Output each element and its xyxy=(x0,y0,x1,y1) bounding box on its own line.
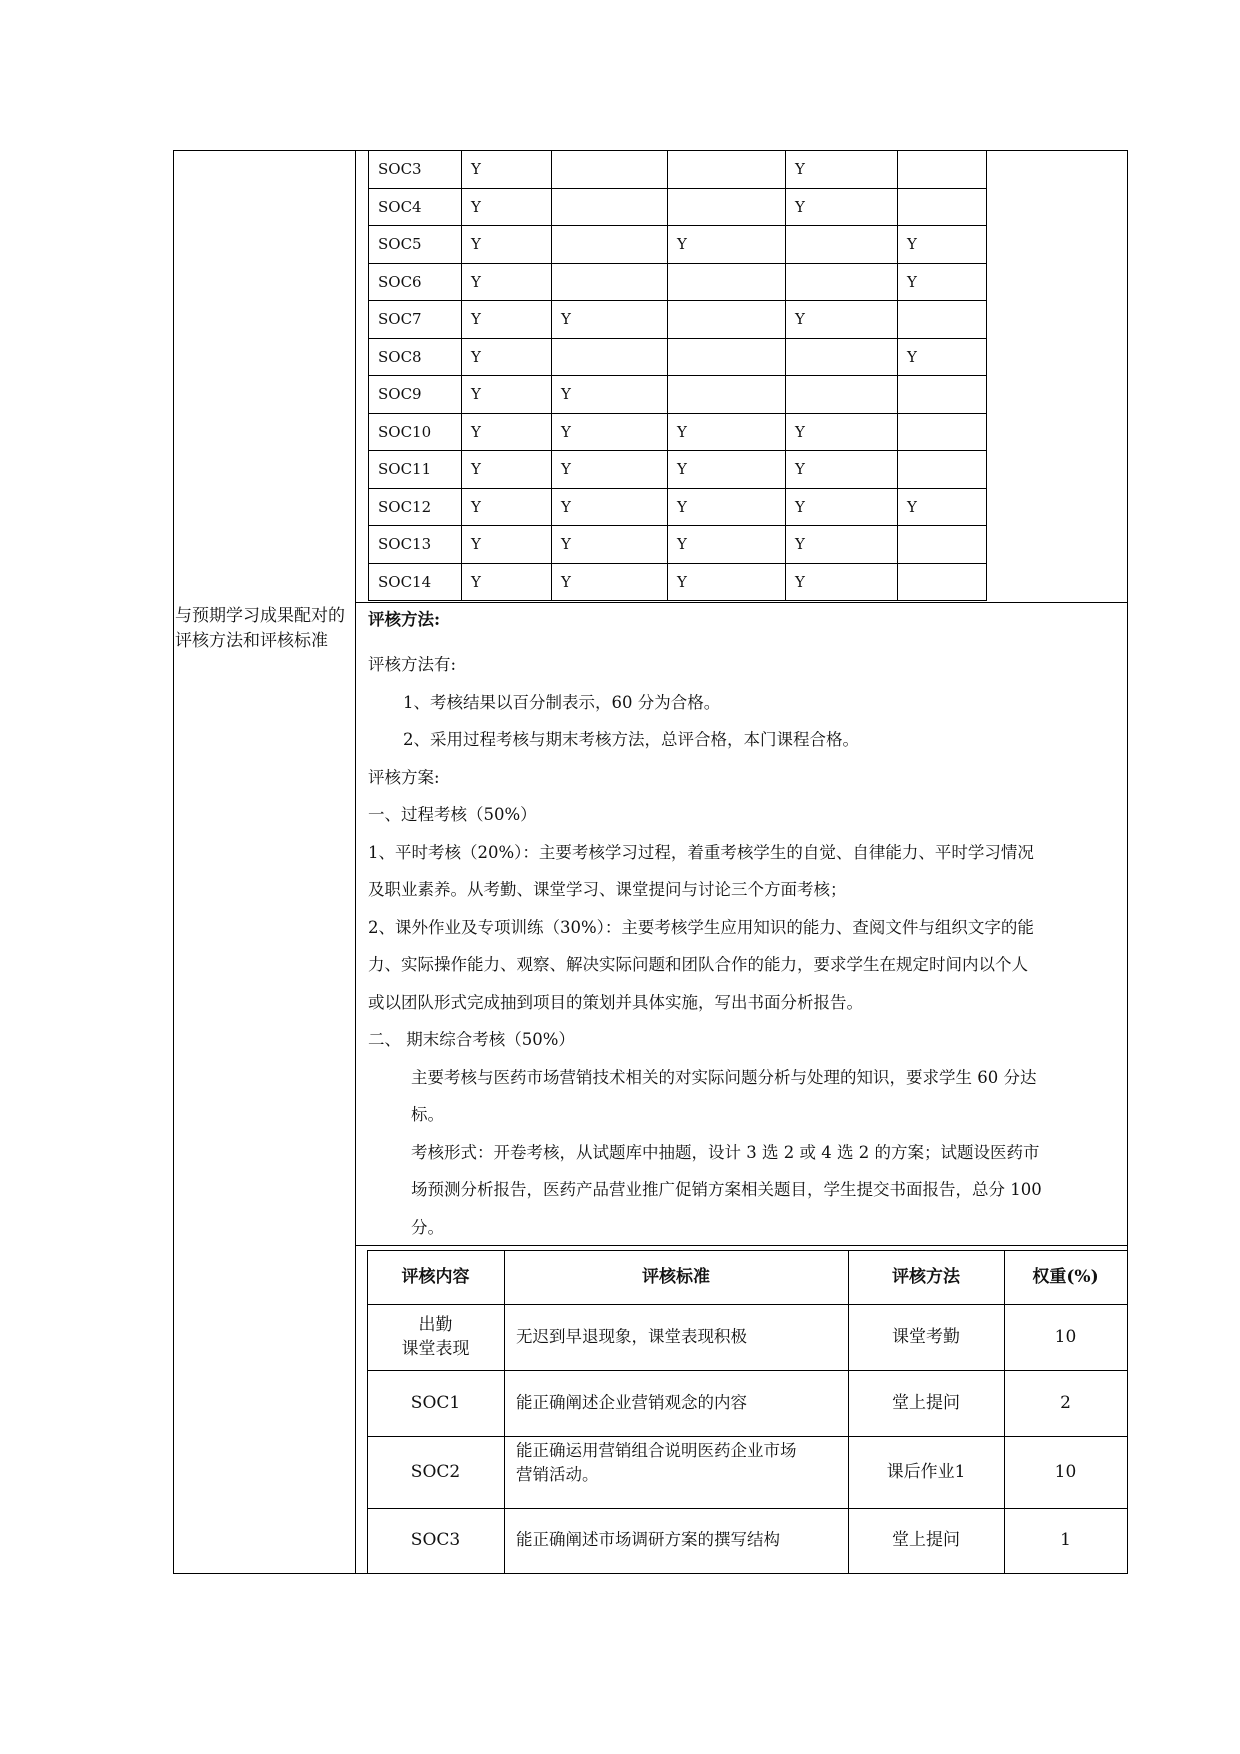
criteria-row2-standard: 能正确阐述企业营销观念的内容 xyxy=(516,1393,747,1412)
matrix-cell-mark: Y xyxy=(907,273,917,291)
criteria-header-standard: 评核标准 xyxy=(642,1267,710,1287)
matrix-cell-mark: Y xyxy=(907,235,917,253)
method-item-1: 1、考核结果以百分制表示，60 分为合格。 xyxy=(403,693,721,712)
matrix-cell-mark: Y xyxy=(677,423,687,441)
matrix-row-code: SOC13 xyxy=(378,535,432,553)
matrix-cell-mark: Y xyxy=(677,535,687,553)
matrix-cell-mark: Y xyxy=(471,460,481,478)
matrix-row-code: SOC3 xyxy=(378,160,422,178)
matrix-cell-mark: Y xyxy=(677,573,687,591)
criteria-header-weight: 权重(%) xyxy=(1032,1267,1099,1287)
matrix-cell-mark: Y xyxy=(907,348,917,366)
matrix-row-code: SOC6 xyxy=(378,273,422,291)
matrix-cell-mark: Y xyxy=(471,573,481,591)
matrix-cell-mark: Y xyxy=(677,460,687,478)
matrix-cell-mark: Y xyxy=(471,310,481,328)
part2-line4: 场预测分析报告，医药产品营业推广促销方案相关题目，学生提交书面报告，总分 100 xyxy=(411,1180,1042,1199)
matrix-row-code: SOC11 xyxy=(378,460,432,478)
matrix-cell-mark: Y xyxy=(561,573,571,591)
criteria-row3-weight: 10 xyxy=(1054,1462,1077,1482)
methods-intro: 评核方法有: xyxy=(368,655,457,674)
criteria-row1-weight: 10 xyxy=(1054,1327,1077,1347)
matrix-cell-mark: Y xyxy=(561,460,571,478)
method-item-2: 2、采用过程考核与期末考核方法，总评合格，本门课程合格。 xyxy=(403,730,859,749)
matrix-cell-mark: Y xyxy=(677,498,687,516)
criteria-row2-method: 堂上提问 xyxy=(892,1393,960,1413)
matrix-cell-mark: Y xyxy=(795,573,805,591)
criteria-outer-left-rule xyxy=(355,1245,356,1573)
criteria-row4-content: SOC3 xyxy=(410,1530,461,1550)
matrix-cell-mark: Y xyxy=(561,310,571,328)
matrix-cell-mark: Y xyxy=(471,198,481,216)
criteria-row4-weight: 1 xyxy=(1060,1530,1071,1550)
matrix-cell-mark: Y xyxy=(471,160,481,178)
outcome-matrix-table xyxy=(0,0,1240,610)
part2-line3: 考核形式：开卷考核，从试题库中抽题，设计 3 选 2 或 4 选 2 的方案；试题设医药市 xyxy=(411,1143,1040,1162)
criteria-row1-content xyxy=(367,1313,504,1361)
item2-line3: 或以团队形式完成抽到项目的策划并具体实施，写出书面分析报告。 xyxy=(368,993,863,1012)
criteria-row3-standard-line1: 能正确运用营销组合说明医药企业市场 xyxy=(516,1441,797,1460)
part2-line1: 主要考核与医药市场营销技术相关的对实际问题分析与处理的知识，要求学生 60 分达 xyxy=(411,1068,1037,1087)
criteria-row1-content-line1: 出勤 xyxy=(418,1315,453,1335)
item2-line2: 力、实际操作能力、观察、解决实际问题和团队合作的能力，要求学生在规定时间内以个人 xyxy=(368,955,1028,974)
matrix-cell-mark: Y xyxy=(795,535,805,553)
matrix-cell-mark: Y xyxy=(471,348,481,366)
criteria-row3-content: SOC2 xyxy=(410,1462,461,1482)
matrix-cell-mark: Y xyxy=(795,460,805,478)
matrix-cell-mark: Y xyxy=(561,423,571,441)
criteria-row1-method: 课堂考勤 xyxy=(892,1327,960,1347)
criteria-header-top xyxy=(367,1250,1127,1251)
item2-line1: 2、课外作业及专项训练（30%）：主要考核学生应用知识的能力、查阅文件与组织文字的能 xyxy=(368,918,1034,937)
matrix-row-code: SOC12 xyxy=(378,498,432,516)
matrix-row-code: SOC4 xyxy=(378,198,422,216)
matrix-cell-mark: Y xyxy=(561,535,571,553)
matrix-cell-mark: Y xyxy=(907,498,917,516)
criteria-row3-bottom xyxy=(367,1508,1127,1509)
matrix-row-code: SOC8 xyxy=(378,348,422,366)
item1-line2: 及职业素养。从考勤、课堂学习、课堂提问与讨论三个方面考核； xyxy=(368,880,847,899)
matrix-row-code: SOC14 xyxy=(378,573,432,591)
matrix-row-code: SOC7 xyxy=(378,310,422,328)
assessment-section-label: 与预期学习成果配对的评核方法和评核标准 xyxy=(175,606,345,651)
matrix-row-code: SOC9 xyxy=(378,385,422,403)
matrix-cell-mark: Y xyxy=(471,498,481,516)
matrix-cell-mark: Y xyxy=(795,423,805,441)
criteria-row2-content: SOC1 xyxy=(410,1393,461,1413)
part1-title: 一、过程考核（50%） xyxy=(368,805,537,824)
matrix-cell-mark: Y xyxy=(795,160,805,178)
matrix-cell-mark: Y xyxy=(795,498,805,516)
matrix-cell-mark: Y xyxy=(561,498,571,516)
criteria-row3-standard-line2: 营销活动。 xyxy=(516,1465,599,1484)
criteria-col1-divider xyxy=(504,1250,505,1574)
criteria-row2-bottom xyxy=(367,1436,1127,1437)
criteria-row3-method: 课后作业1 xyxy=(886,1462,966,1482)
criteria-row1-content-line2: 课堂表现 xyxy=(401,1339,470,1359)
matrix-cell-mark: Y xyxy=(561,385,571,403)
criteria-header-method: 评核方法 xyxy=(892,1267,960,1287)
matrix-cell-mark: Y xyxy=(471,235,481,253)
plan-title: 评核方案: xyxy=(368,768,440,787)
part2-line2: 标。 xyxy=(411,1105,444,1124)
outer-border-bottom xyxy=(173,1573,1128,1574)
criteria-row4-method: 堂上提问 xyxy=(892,1530,960,1550)
matrix-cell-mark: Y xyxy=(795,310,805,328)
matrix-row-code: SOC5 xyxy=(378,235,422,253)
part2-line5: 分。 xyxy=(411,1218,444,1237)
criteria-row3-standard xyxy=(516,1439,797,1487)
criteria-row1-standard: 无迟到早退现象，课堂表现积极 xyxy=(516,1327,747,1346)
criteria-row1-bottom xyxy=(367,1370,1127,1371)
part2-title: 二、 期末综合考核（50%） xyxy=(368,1030,575,1049)
matrix-cell-mark: Y xyxy=(471,423,481,441)
criteria-row4-standard: 能正确阐述市场调研方案的撰写结构 xyxy=(516,1530,780,1549)
matrix-cell-mark: Y xyxy=(677,235,687,253)
matrix-row-code: SOC10 xyxy=(378,423,432,441)
matrix-cell-mark: Y xyxy=(795,198,805,216)
criteria-row2-weight: 2 xyxy=(1060,1393,1071,1413)
matrix-cell-mark: Y xyxy=(471,535,481,553)
item1-line1: 1、平时考核（20%）：主要考核学习过程，着重考核学生的自觉、自律能力、平时学习情况 xyxy=(368,843,1034,862)
matrix-cell-mark: Y xyxy=(471,385,481,403)
assessment-heading: 评核方法: xyxy=(368,610,441,629)
matrix-cell-mark: Y xyxy=(471,273,481,291)
criteria-header-bottom xyxy=(367,1304,1127,1305)
criteria-header-content: 评核内容 xyxy=(401,1267,470,1287)
criteria-top-rule xyxy=(355,1245,1128,1246)
